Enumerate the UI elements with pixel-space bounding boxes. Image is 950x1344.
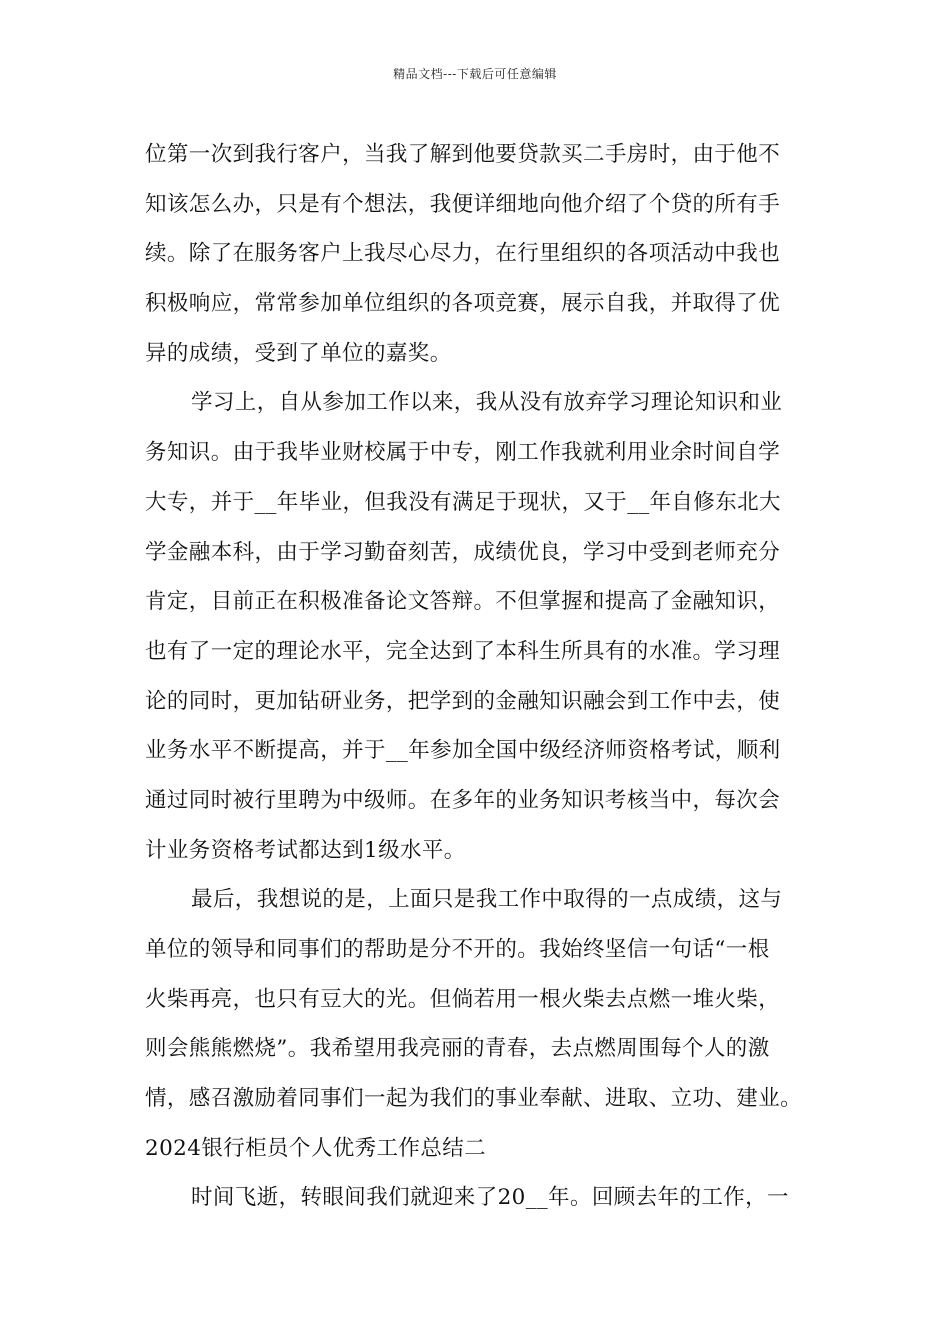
text-line: 论的同时，更加钻研业务，把学到的金融知识融会到工作中去，使 [145,688,781,714]
paragraph-start-line: 最后，我想说的是，上面只是我工作中取得的一点成绩，这与 [191,887,783,913]
text-line: 通过同时被行里聘为中级师。在多年的业务知识考核当中，每次会 [145,787,781,813]
text-line: 业务水平不断提高，并于__年参加全国中级经济师资格考试，顺利 [145,738,781,764]
section-heading: 2024银行柜员个人优秀工作总结二 [145,1135,487,1161]
text-line: 续。除了在服务客户上我尽心尽力，在行里组织的各项活动中我也 [145,241,781,267]
text-line: 情，感召激励着同事们一起为我们的事业奉献、进取、立功、建业。 [145,1086,803,1112]
text-line: 位第一次到我行客户，当我了解到他要贷款买二手房时，由于他不 [145,142,781,167]
text-line: 异的成绩，受到了单位的嘉奖。 [145,340,452,366]
paragraph-start-line: 时间飞逝，转眼间我们就迎来了20__年。回顾去年的工作，一 [191,1185,789,1211]
text-line: 火柴再亮，也只有豆大的光。但倘若用一根火柴去点燃一堆火柴， [145,986,781,1012]
text-line: 积极响应，常常参加单位组织的各项竞赛，展示自我，并取得了优 [145,291,781,317]
text-line: 单位的领导和同事们的帮助是分不开的。我始终坚信一句话“一根 [145,937,770,962]
text-line: 学金融本科，由于学习勤奋刻苦，成绩优良，学习中受到老师充分 [145,539,781,565]
paragraph-start-line: 学习上，自从参加工作以来，我从没有放弃学习理论知识和业 [191,390,783,416]
text-line: 则会熊熊燃烧”。我希望用我亮丽的青春，去点燃周围每个人的激 [145,1036,770,1062]
text-line: 也有了一定的理论水平，完全达到了本科生所具有的水准。学习理 [145,638,781,664]
page-header: 精品文档---下载后可任意编辑 [393,67,557,81]
document-body [145,130,825,1223]
text-line: 务知识。由于我毕业财校属于中专，刚工作我就利用业余时间自学 [145,440,781,466]
text-line: 大专，并于__年毕业，但我没有满足于现状，又于__年自修东北大 [145,489,781,515]
text-line: 知该怎么办，只是有个想法，我便详细地向他介绍了个贷的所有手 [145,191,781,217]
text-line: 肯定，目前正在积极准备论文答辩。不但掌握和提高了金融知识， [145,589,781,615]
text-line: 计业务资格考试都达到1级水平。 [145,837,466,863]
